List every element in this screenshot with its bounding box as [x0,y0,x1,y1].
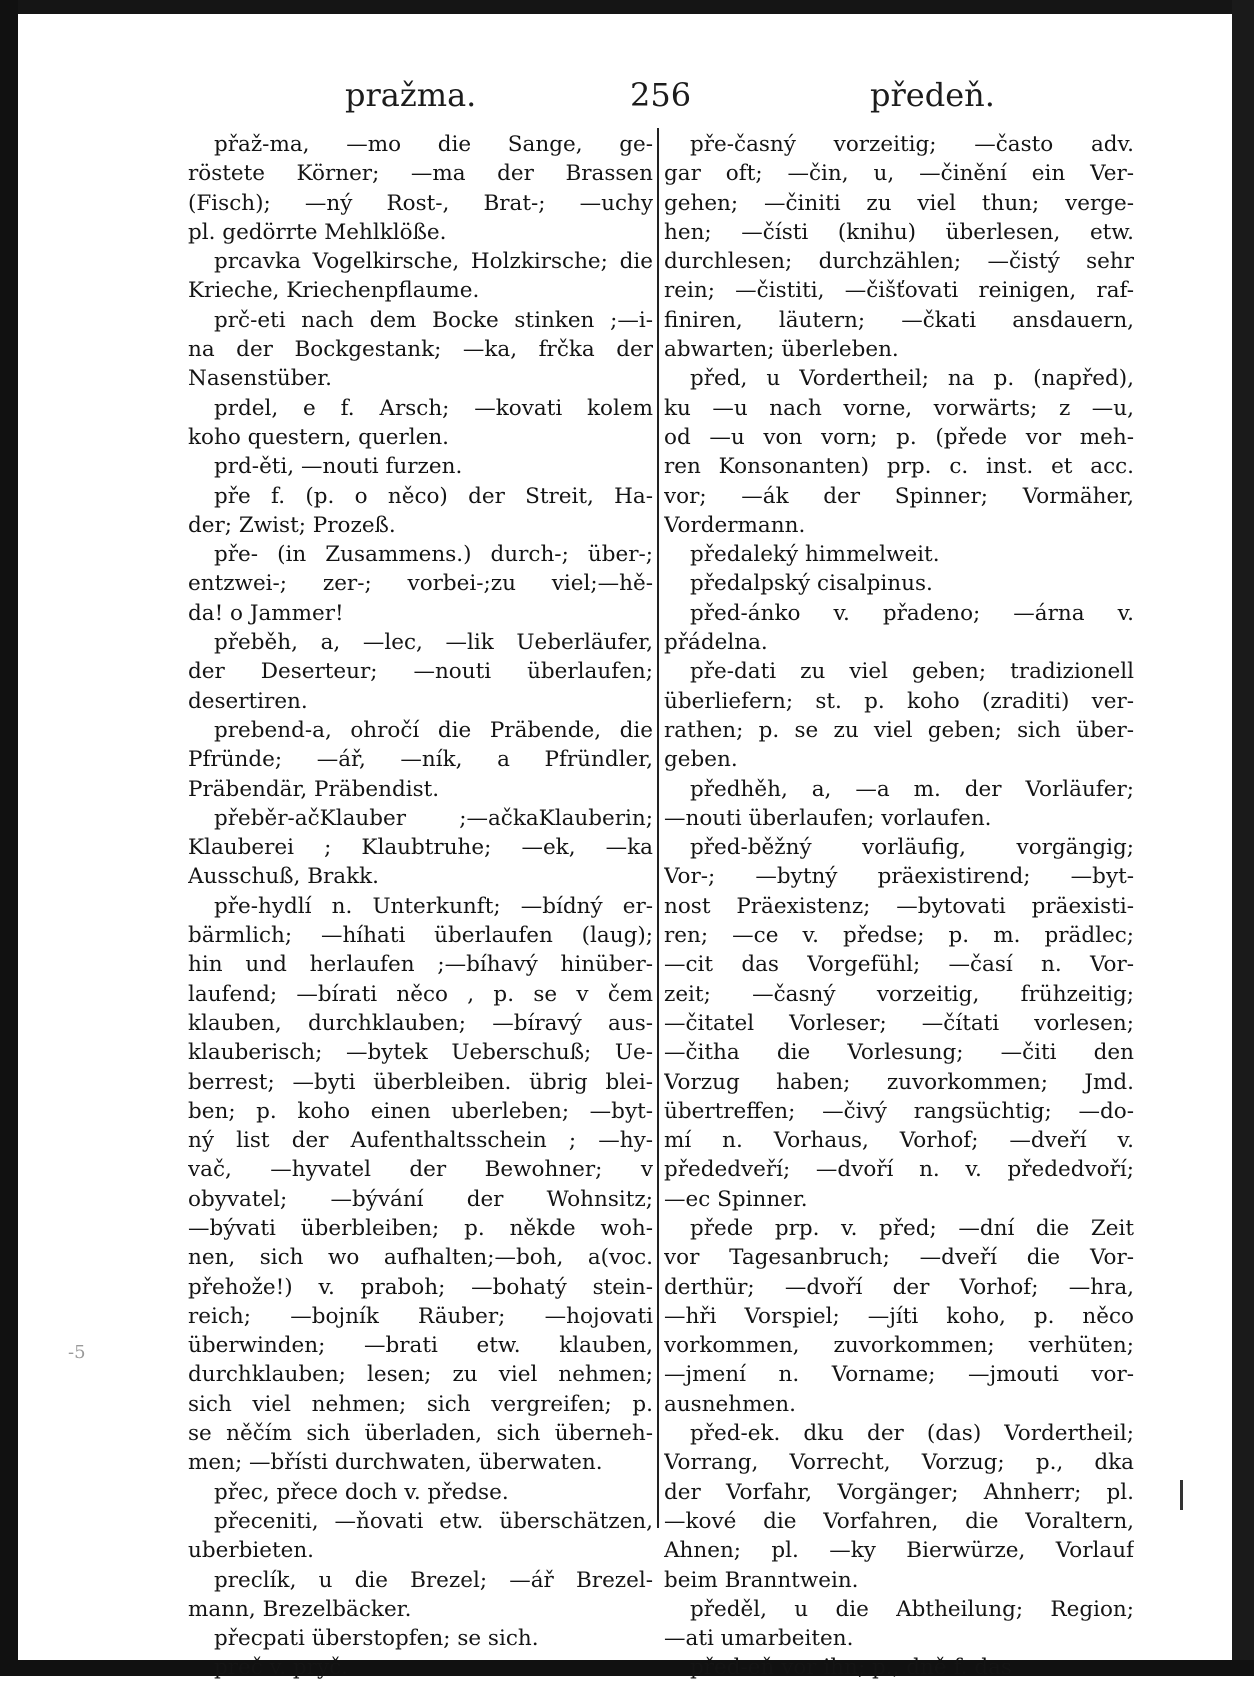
column-divider [657,128,659,1528]
text-line: na der Bockgestank; —ka, frčka der [188,337,653,363]
text-line: předaleký himmelweit. [690,542,940,568]
text-line: obyvatel; —bývání der Wohnsitz; [188,1186,653,1212]
text-line: Präbendär, Präbendist. [188,776,440,802]
text-line: —bývati überbleiben; p. někde woh- [188,1215,653,1241]
text-line: nen, sich wo aufhalten;—boh, a(voc. [188,1245,653,1271]
text-line: durchklauben; lesen; zu viel nehmen; [188,1362,653,1388]
text-line: überwinden; —brati etw. klauben, [188,1333,653,1359]
scan-border-left [0,0,18,1676]
header-first-word: pražma. [345,76,477,114]
text-line: bärmlich; —híhati überlaufen (laug); [188,923,653,949]
text-line: röstete Körner; —ma der Brassen [188,161,653,187]
text-line: vor Tagesanbruch; —dveří die Vor- [664,1245,1134,1271]
text-line: abwarten; überleben. [664,337,899,363]
text-line: od —u von vorn; p. (přede vor meh- [664,424,1134,450]
text-line: hin und herlaufen ;—bíhavý hinüber- [188,952,653,978]
text-line: klauben, durchklauben; —bíravý aus- [188,1010,653,1036]
text-line: der; Zwist; Prozeß. [188,512,396,538]
text-line: ausnehmen. [664,1391,796,1417]
text-line: pře f. (p. o něco) der Streit, Ha- [214,483,653,509]
text-line: prd-ěti, —nouti furzen. [214,454,463,480]
text-line: přecpati überstopfen; se sich. [214,1626,539,1652]
text-line: —cit das Vorgefühl; —časí n. Vor- [664,952,1134,978]
text-line: hen; —čísti (knihu) überlesen, etw. [664,219,1134,245]
text-line: berrest; —byti überbleiben. übrig blei- [188,1069,653,1095]
text-line: preclík, u die Brezel; —ář Brezel- [214,1567,653,1593]
text-line: před-ek. dku der (das) Vordertheil; [690,1421,1134,1447]
text-line: (Fisch); —ný Rost-, Brat-; —uchy [188,190,653,216]
text-line: před, u Vordertheil; na p. (napřed), [690,366,1134,392]
text-line: rathen; p. se zu viel geben; sich über- [664,717,1134,743]
scan-border-right [1232,0,1254,1676]
text-line: —hři Vorspiel; —jíti koho, p. něco [664,1303,1134,1329]
text-line: sich viel nehmen; sich vergreifen; p. [188,1391,653,1417]
text-line: entzwei-; zer-; vorbei-;zu viel;—hě- [188,571,653,597]
text-line: mí n. Vorhaus, Vorhof; —dveří v. [664,1128,1134,1154]
text-line: —ati umarbeiten. [664,1626,854,1652]
text-line: durchlesen; durchzählen; —čistý sehr [664,249,1134,275]
text-line: předhěh, a, —a m. der Vorläufer; [690,776,1134,802]
text-line: koho questern, querlen. [188,424,450,450]
margin-note: -5 [68,1342,86,1363]
text-line: vor; —ák der Spinner; Vormäher, [664,483,1134,509]
text-line: —ec Spinner. [664,1186,808,1212]
text-line: Vorrang, Vorrecht, Vorzug; p., dka [664,1450,1134,1476]
scan-mark [1180,1480,1183,1510]
text-line: před-ánko v. přadeno; —árna v. [690,600,1134,626]
text-line: Pfründe; —ář, —ník, a Pfründler, [188,747,653,773]
text-line: předalpský cisalpinus. [690,571,933,597]
text-line: ben; p. koho einen uberleben; —byt- [188,1098,653,1124]
text-line: der Deserteur; —nouti überlaufen; [188,659,653,685]
text-line: Vordermann. [664,512,806,538]
text-line: přeceniti, —ňovati etw. überschätzen, [214,1508,653,1534]
text-line: přaž-ma, —mo die Sange, ge- [214,132,653,157]
text-line: pře- (in Zusammens.) durch-; über-; [214,542,653,568]
text-line: —čitatel Vorleser; —čítati vorlesen; [664,1010,1134,1036]
text-line: uberbieten. [188,1538,315,1564]
text-line: geben. [664,747,738,773]
header-last-word: předeň. [870,76,995,114]
text-line: přádelna. [664,630,768,656]
text-line: pře-hydlí n. Unterkunft; —bídný er- [214,893,653,919]
text-line: laufend; —bírati něco , p. se v čem [188,981,653,1007]
right-column [664,130,1134,1683]
text-line: přeběr-ačKlauber ;—ačkaKlauberin; [214,805,653,831]
text-line: der Vorfahr, Vorgänger; Ahnherr; pl. [664,1479,1134,1505]
text-line: ren Konsonanten) prp. c. inst. et acc. [664,454,1134,480]
text-line: —jmení n. Vorname; —jmouti vor- [664,1362,1134,1388]
text-line: mann, Brezelbäcker. [188,1596,412,1622]
text-line: přededveří; —dvoří n. v. přededvoří; [664,1157,1134,1183]
text-line: rein; —čistiti, —čišťovati reinigen, raf- [664,278,1134,304]
text-line: prč-eti nach dem Bocke stinken ;—i- [214,307,653,333]
text-line: ný list der Aufenthaltsschein ; —hy- [188,1128,653,1154]
text-line: desertiren. [188,688,308,714]
text-line: pře-časný vorzeitig; —často adv. [690,132,1134,157]
text-line: —kové die Vorfahren, die Voraltern, [664,1508,1134,1534]
text-line: da! o Jammer! [188,600,344,626]
text-line: přec, přece doch v. předse. [214,1479,509,1505]
text-line: Nasenstüber. [188,366,332,392]
running-header [190,70,1070,120]
text-line: prdel, e f. Arsch; —kovati kolem [214,395,653,421]
text-line: men; —břísti durchwaten, überwaten. [188,1450,603,1476]
text-line: Vor-; —bytný präexistirend; —byt- [664,864,1134,890]
text-line: —čitha die Vorlesung; —čiti den [664,1040,1134,1066]
text-line: přeběh, a, —lec, —lik Ueberläufer, [214,630,653,656]
text-line: finiren, läutern; —čkati ansdauern, [664,307,1134,333]
text-line: Klauberei ; Klaubtruhe; —ek, —ka [188,835,653,861]
text-line: přehože!) v. praboh; —bohatý stein- [188,1274,653,1300]
text-line: reich; —bojník Räuber; —hojovati [188,1303,653,1329]
page-number: 256 [630,76,692,114]
text-line: derthür; —dvoří der Vorhof; —hra, [664,1274,1134,1300]
scan-border-top [0,0,1254,14]
text-line: prebend-a, ohročí die Präbende, die [214,717,653,743]
text-line: Ausschuß, Brakk. [188,864,379,890]
text-line: überliefern; st. p. koho (zraditi) ver- [664,688,1134,714]
left-column [188,130,653,1683]
text-line: beim Branntwein. [664,1567,859,1593]
text-line: ku —u nach vorne, vorwärts; z —u, [664,395,1134,421]
text-line: preč v. pryč. [214,1655,348,1681]
text-line: gar oft; —čin, u, —činění ein Ver- [664,161,1134,187]
text-line: vač, —hyvatel der Bewohner; v [188,1157,653,1183]
text-line: Krieche, Kriechenpflaume. [188,278,480,304]
text-line: übertreffen; —čivý rangsüchtig; —do- [664,1098,1134,1124]
text-line: se něčím sich überladen, sich überneh- [188,1421,653,1447]
text-line: prcavka Vogelkirsche, Holzkirsche; die [214,249,653,275]
text-line: před-eň vor ihn; p., dně f. das [690,1655,1012,1681]
text-line: pře-dati zu viel geben; tradizionell [690,659,1134,685]
text-line: pl. gedörrte Mehlklöße. [188,219,447,245]
text-line: zeit; —časný vorzeitig, frühzeitig; [664,981,1134,1007]
text-line: vorkommen, zuvorkommen; verhüten; [664,1333,1134,1359]
text-line: před-běžný vorläufig, vorgängig; [690,835,1134,861]
text-line: klauberisch; —bytek Ueberschuß; Ue- [188,1040,653,1066]
text-line: předěl, u die Abtheilung; Region; [690,1596,1134,1622]
text-line: gehen; —činiti zu viel thun; verge- [664,190,1134,216]
text-line: Vorzug haben; zuvorkommen; Jmd. [664,1069,1134,1095]
text-line: —nouti überlaufen; vorlaufen. [664,805,992,831]
text-line: ren; —ce v. předse; p. m. prädlec; [664,923,1134,949]
text-line: Ahnen; pl. —ky Bierwürze, Vorlauf [664,1538,1134,1564]
text-line: nost Präexistenz; —bytovati präexisti- [664,893,1134,919]
text-line: přede prp. v. před; —dní die Zeit [690,1215,1134,1241]
